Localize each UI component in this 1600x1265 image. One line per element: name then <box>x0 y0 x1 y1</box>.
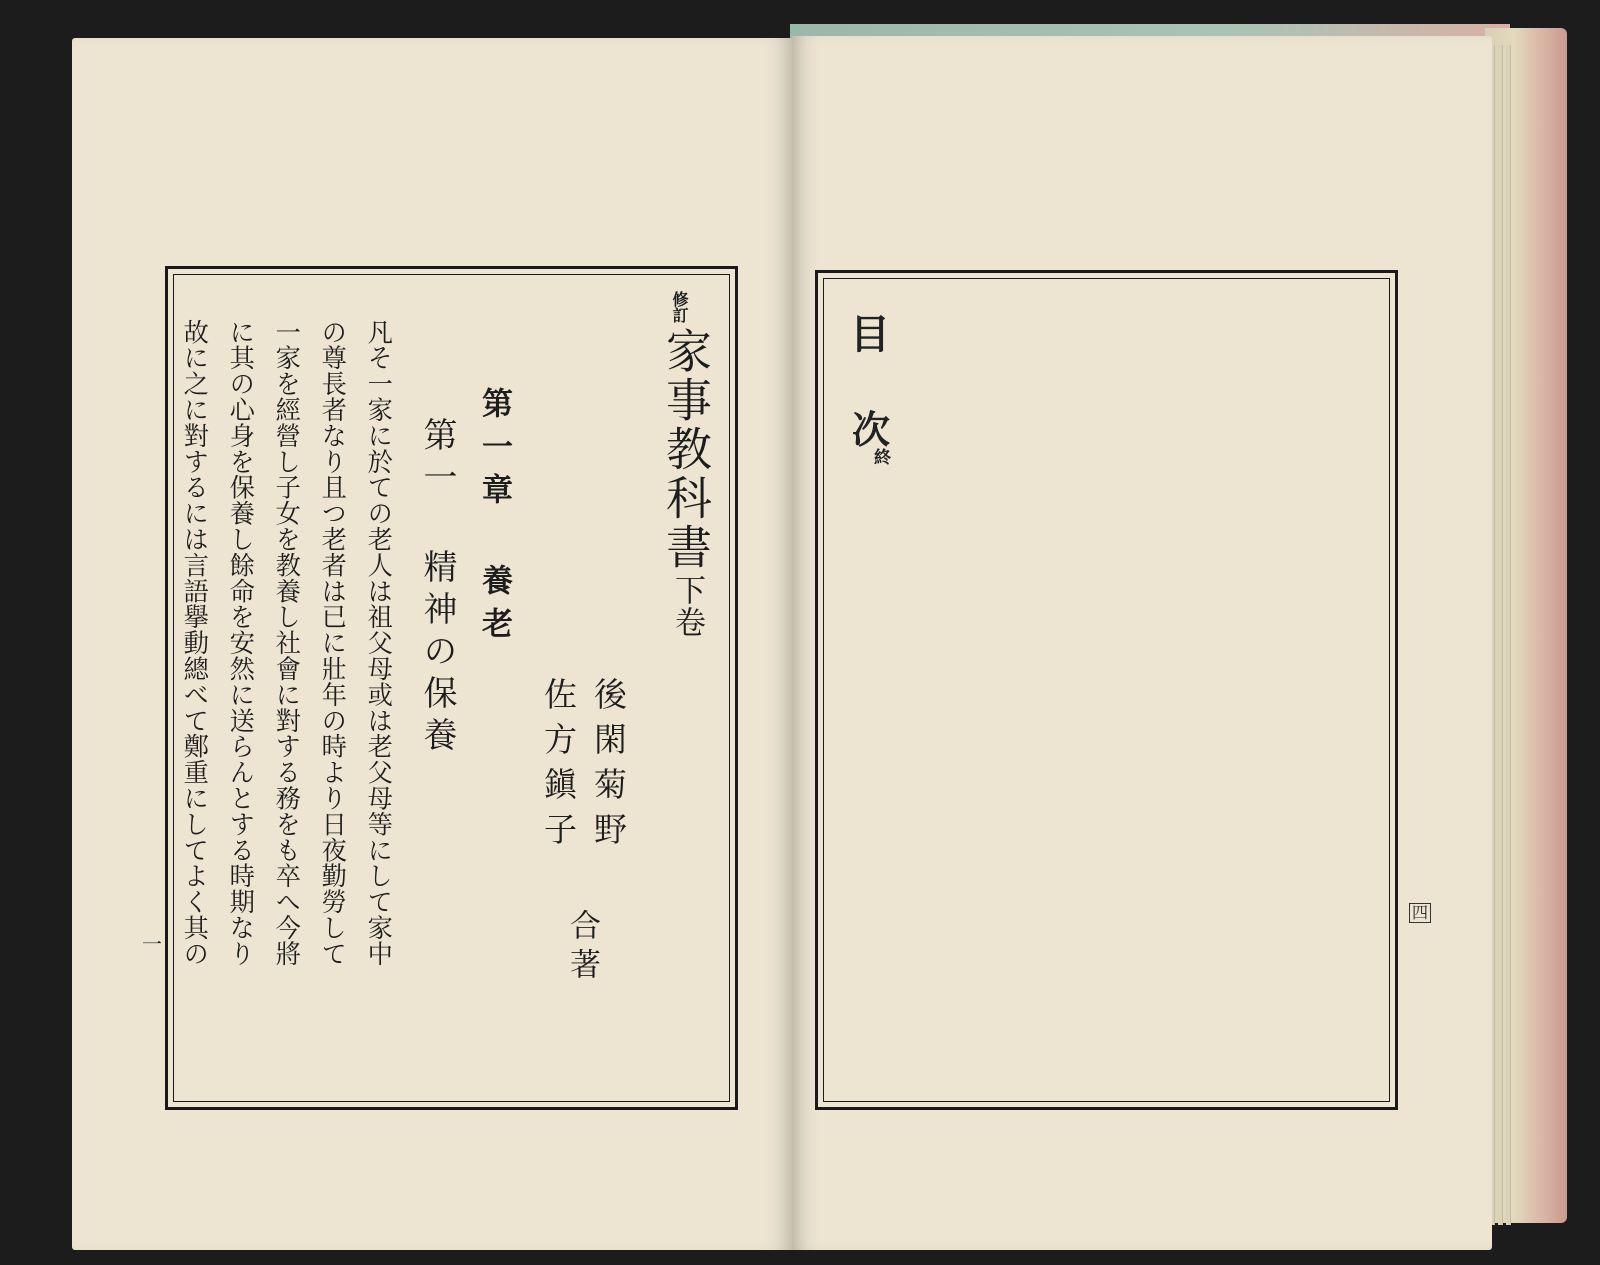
chapter-title: 第一章 養老 <box>476 387 512 650</box>
book-title: 家事教科書 <box>659 327 713 572</box>
toc-heading-1: 目 <box>850 311 890 358</box>
revision-mark: 修訂 <box>670 291 689 323</box>
author-2: 佐方鎭子 <box>539 677 578 857</box>
right-page-frame <box>815 270 1398 1110</box>
author-1: 後閑菊野 <box>589 677 628 857</box>
body-column-3: 一家を經營し子女を教養し社會に對する務をも卒へ今將 <box>272 319 302 967</box>
body-column-2: の尊長者なり且つ老者は已に壯年の時より日夜勤勞して <box>318 319 348 967</box>
right-page <box>792 36 1492 1250</box>
left-page <box>72 38 792 1250</box>
toc-heading-2: 次 <box>852 407 891 452</box>
page-number-left: 一 <box>142 932 162 956</box>
left-page-frame <box>165 266 738 1110</box>
volume-label: 下卷 <box>669 574 705 638</box>
page-number-right: 四 <box>1409 903 1431 923</box>
body-column-4: に其の心身を保養し餘命を安然に送らんとする時期なり <box>226 319 256 967</box>
body-column-1: 凡そ一家に於ての老人は祖父母或は老父母等にして家中 <box>364 319 394 967</box>
author-suffix: 合著 <box>564 909 600 987</box>
body-column-5: 故に之に對するには言語擧動總べて鄭重にしてよく其の <box>180 319 210 967</box>
toc-end-mark: 終 <box>874 448 891 468</box>
section-title: 第一 精神の保養 <box>417 417 457 759</box>
